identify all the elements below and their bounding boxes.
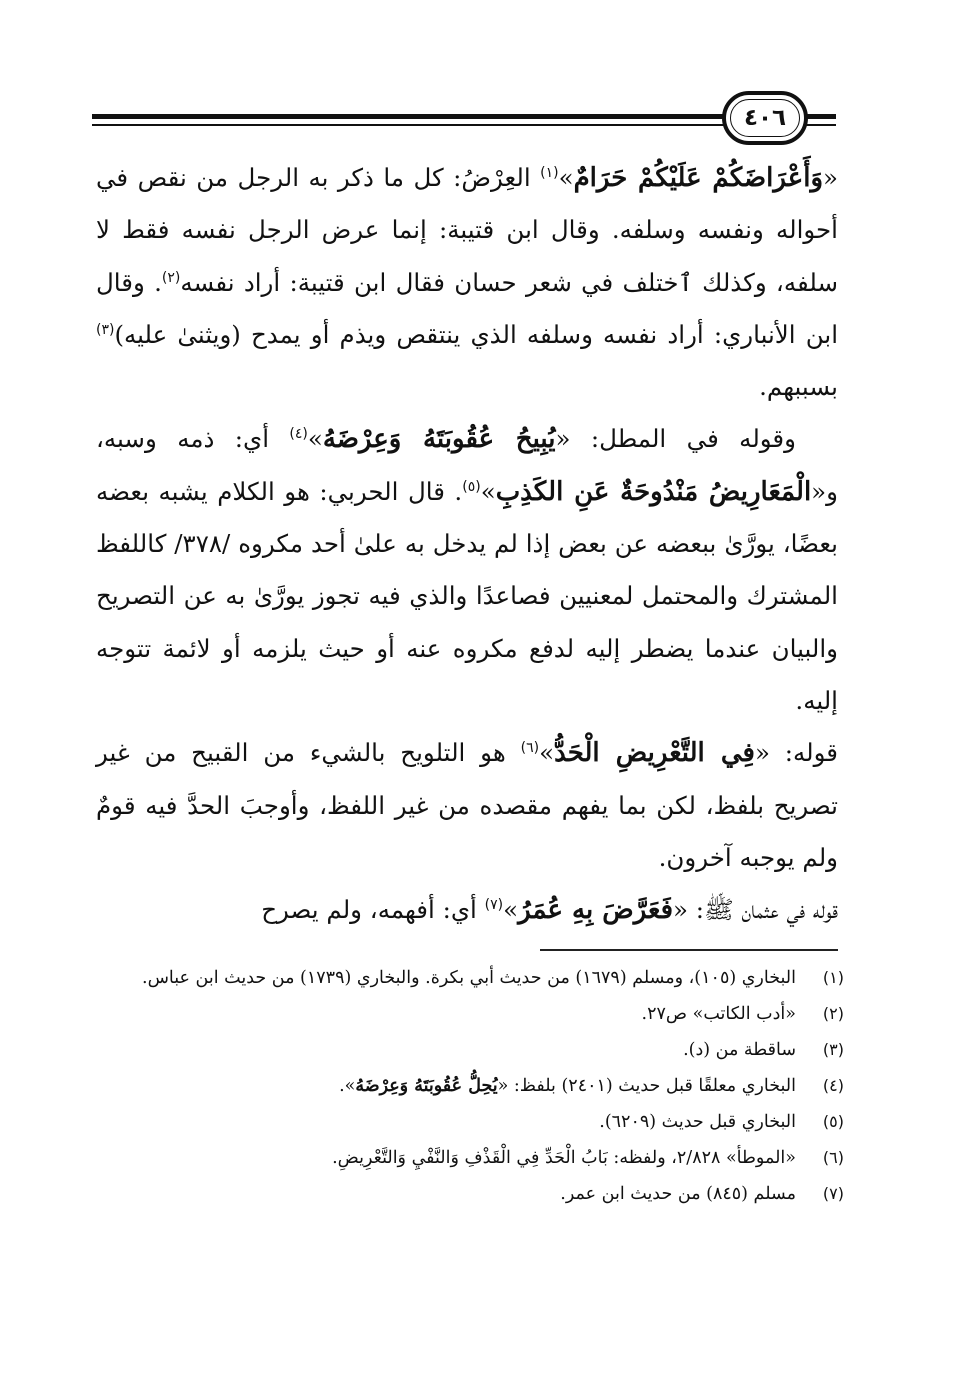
footnote-number: (٥) — [822, 1112, 844, 1131]
footnote-text — [96, 1176, 796, 1212]
footnote-text — [96, 1140, 796, 1176]
footnote-body: البخاري (١٠٥)، ومسلم (١٦٧٩) من حديث أبي بكرة. والبخاري (١٧٣٩) من حديث ابن عباس. — [142, 968, 796, 988]
header-rule-left — [92, 114, 724, 119]
header-rule-right — [806, 114, 836, 119]
paragraph-text: بسببهم. — [759, 372, 838, 402]
main-text — [96, 152, 838, 936]
quote-close: » — [539, 738, 555, 768]
footnote-number: (٣) — [822, 1040, 844, 1059]
footnote-body: ساقطة من (د). — [683, 1040, 796, 1060]
paragraph-text: قوله في عثمان ﷺ: « — [673, 895, 838, 925]
footnote-text — [96, 960, 796, 996]
footnote-number: (٧) — [822, 1184, 844, 1203]
footnote-ref: (٥) — [462, 478, 481, 495]
footnote-separator — [540, 949, 838, 951]
paragraph-text: هو التلويح بالشيء من القبيح من غير تصريح بلفظ، لكن بما يفهم مقصده من غير اللفظ، وأوجبَ الحدَّ فيه قومٌ ولم يوجبه آخرون. — [96, 738, 838, 872]
quote-close: » — [307, 424, 323, 454]
hadith-quote: وَأَعْرَاضَكُمْ عَلَيْكُمْ حَرَامٌ — [573, 163, 823, 193]
footnote-ref: (٢) — [161, 269, 181, 286]
footnote-7 — [96, 1176, 844, 1212]
footnote-ref: (٧) — [484, 897, 504, 913]
header-rule-left-thin — [92, 124, 724, 126]
footnote-3 — [96, 1032, 844, 1068]
page-number-badge — [722, 91, 808, 145]
quote-open: « — [823, 163, 838, 192]
paragraph-2 — [96, 413, 838, 727]
hadith-quote: فِي التَّعْرِيضِ الْحَدُّ — [554, 738, 755, 769]
footnote-body: البخاري قبل حديث (٦٢٠٩). — [599, 1112, 796, 1132]
footnote-5 — [96, 1104, 844, 1140]
quote-close: » — [503, 895, 519, 925]
footnote-number: (٦) — [822, 1148, 844, 1167]
footnote-body: «أدب الكاتب» ص٢٧. — [641, 1004, 796, 1024]
paragraph-text: وقوله في المطل: « — [555, 424, 796, 454]
footnote-1 — [96, 960, 844, 996]
footnote-body: البخاري معلقًا قبل حديث (٢٤٠١) بلفظ: « — [497, 1076, 796, 1096]
footnote-number: (٤) — [822, 1076, 844, 1095]
paragraph-text: أي: أفهمه، ولم يصرح — [261, 895, 485, 925]
footnotes — [96, 960, 844, 1212]
footnote-number: (٢) — [822, 1004, 844, 1023]
paragraph-text: العِرْضُ: كل ما ذكر به الرجل من نقص في أحواله ونفسه وسلفه. وقال ابن قتيبة: إنما عرض الرجل نفسه فقط لا سلفه، وكذلك ٱختلف في شعر حسان فقال ابن قتيبة: أراد نفسه — [96, 163, 839, 297]
footnote-ref: (٦) — [520, 740, 540, 757]
paragraph-text: أي: ذمه وسبه، و« — [96, 424, 838, 506]
footnote-body: «الموطأ» ٢/٨٢٨، ولفظه: بَابُ الْحَدِّ فِي الْقَذْفِ وَالنَّفْيِ وَالتَّعْرِيضِ. — [332, 1148, 796, 1168]
footnote-ref: (٣) — [96, 321, 115, 338]
paragraph-text: . وقال ابن الأنباري: أراد نفسه وسلفه الذي ينتقص ويذم أو يمدح (ويثنىٰ عليه) — [96, 267, 838, 349]
footnote-6 — [96, 1140, 844, 1176]
header-rule-right-thin — [806, 124, 836, 126]
quote-close: » — [558, 163, 574, 192]
footnote-ref: (١) — [540, 164, 559, 181]
hadith-quote: فَعَرَّضَ بِهِ عُمَرُ — [518, 895, 674, 926]
footnote-text — [96, 1032, 796, 1068]
footnote-number: (١) — [822, 968, 844, 987]
footnote-4 — [96, 1068, 844, 1104]
footnote-tail: ». — [339, 1076, 356, 1096]
page-number: ٤٠٦ — [743, 105, 787, 131]
paragraph-1 — [96, 152, 838, 413]
hadith-quote: الْمَعَارِيضُ مَنْدُوحَةٌ عَنِ الكَذِبِ — [495, 476, 812, 507]
footnote-2 — [96, 996, 844, 1032]
paragraph-text: . قال الحربي: هو الكلام يشبه بعضه بعضًا، يورَّىٰ ببعضه عن بعض إذا لم يدخل به علىٰ أحد مكروه /٣٧٨/ كاللفظ المشترك والمحتمل لمعنيين فصاعدًا والذي فيه تجوز يورَّىٰ به عن التصريح والبيان عندما يضطر إليه لدفع مكروه عنه أو حيث يلزمه أو لائمة تتوجه إليه. — [96, 476, 838, 715]
paragraph-3 — [96, 727, 838, 884]
footnote-body: مسلم (٨٤٥) من حديث ابن عمر. — [560, 1184, 796, 1204]
footnote-text — [96, 1104, 796, 1140]
footnote-text — [96, 996, 796, 1032]
paragraph-text: قوله: « — [754, 738, 838, 768]
footnote-text — [96, 1068, 796, 1104]
hadith-quote: يُبِيحُ عُقُوبَتَهُ وَعِرْضَهُ — [322, 424, 556, 455]
footnote-ref: (٤) — [289, 426, 308, 443]
paragraph-4 — [96, 884, 838, 936]
quote-close: » — [480, 476, 496, 506]
footnote-quote: يُحِلُّ عُقُوبَتَهُ وَعِرْضَهُ — [355, 1076, 498, 1096]
